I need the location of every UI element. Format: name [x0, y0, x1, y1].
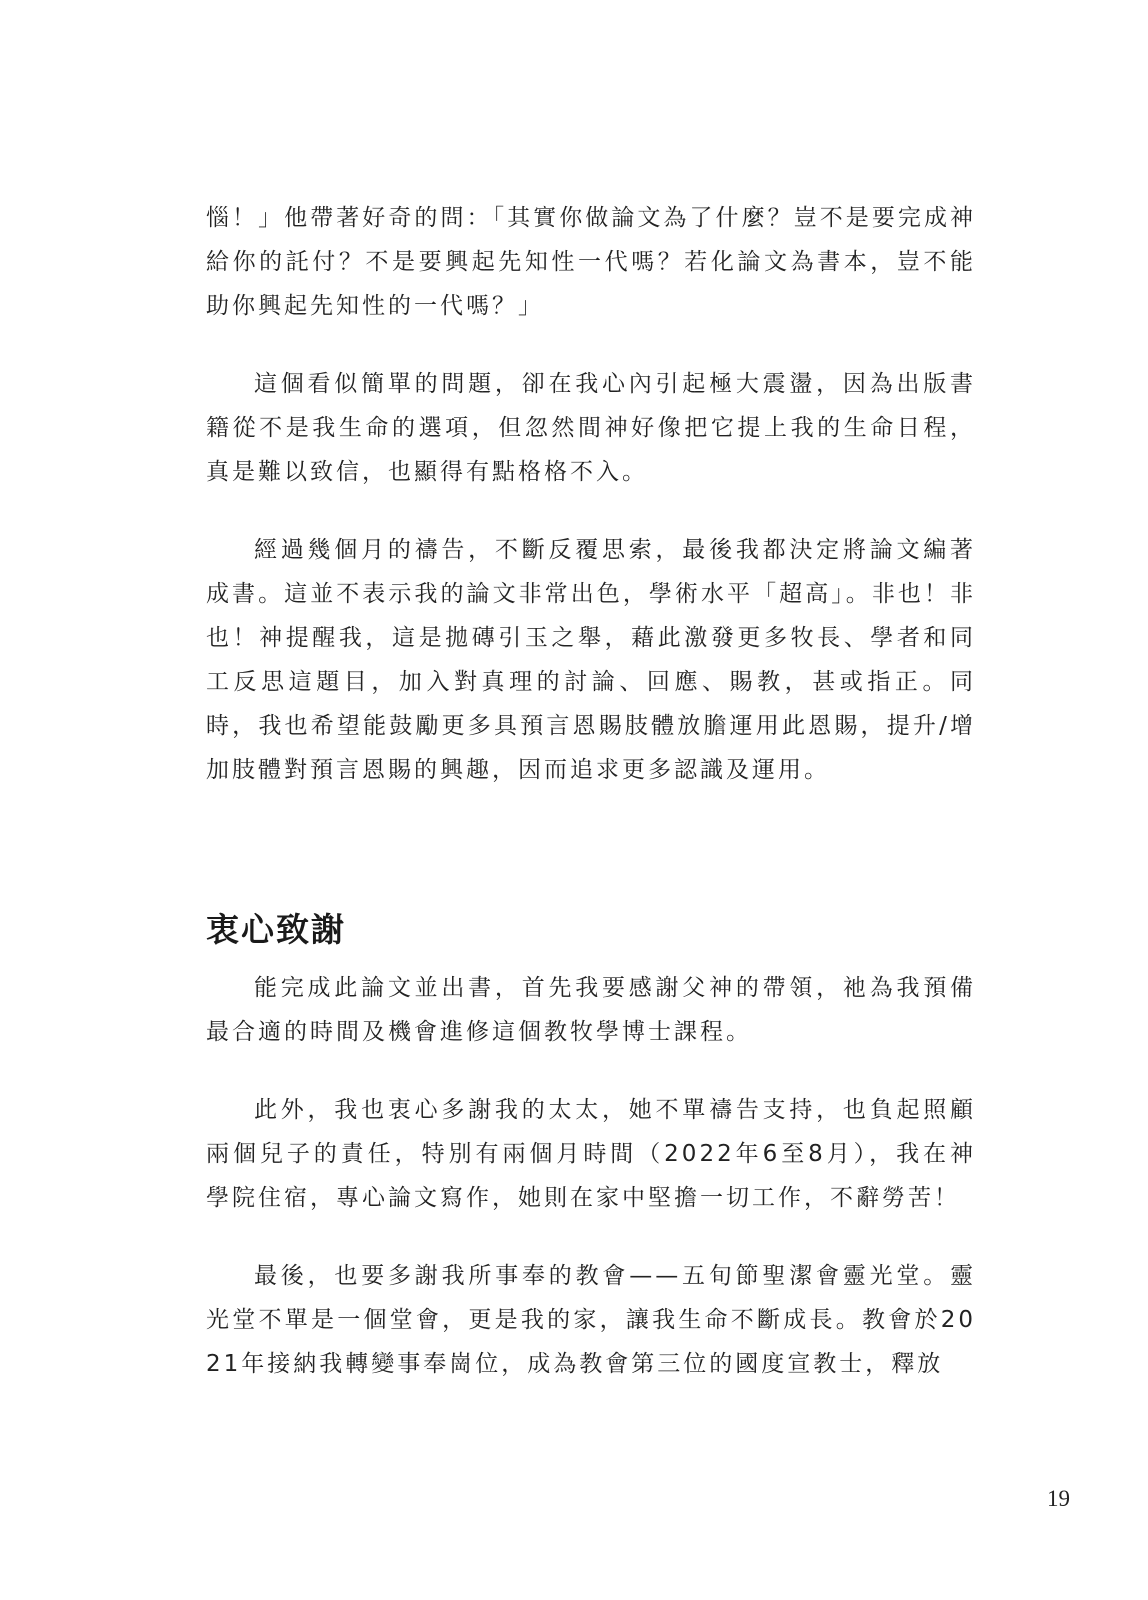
paragraph-thanks-wife: 此外，我也衷心多謝我的太太，她不單禱告支持，也負起照顧兩個兒子的責任，特別有兩個月時間（2022年6至8月），我在神學院住宿，專心論文寫作，她則在家中堅擔一切工作，不辭勞苦！ [206, 1097, 976, 1211]
paragraph-decision: 經過幾個月的禱告，不斷反覆思索，最後我都決定將論文編著成書。這並不表示我的論文非常出色，學術水平「超高」。非也！非也！神提醒我，這是拋磚引玉之舉，藉此激發更多牧長、學者和同工反思這題目，加入對真理的討論、回應、賜教，甚或指正。同時，我也希望能鼓勵更多具預言恩賜肢體放膽運用此恩賜，提升/增加肢體對預言恩賜的興趣，因而追求更多認識及運用。 [206, 537, 976, 783]
page-number: 19 [1047, 1486, 1070, 1511]
paragraph-question-impact: 這個看似簡單的問題，卻在我心內引起極大震盪，因為出版書籍從不是我生命的選項，但忽然間神好像把它提上我的生命日程，真是難以致信，也顯得有點格格不入。 [206, 371, 976, 485]
paragraph-thanks-god: 能完成此論文並出書，首先我要感謝父神的帶領，祂為我預備最合適的時間及機會進修這個教牧學博士課程。 [206, 975, 976, 1045]
paragraph-continuation: 惱！」他帶著好奇的問：「其實你做論文為了什麼？豈不是要完成神給你的託付？不是要興起先知性一代嗎？若化論文為書本，豈不能助你興起先知性的一代嗎？」 [206, 205, 976, 319]
paragraph-thanks-church: 最後，也要多謝我所事奉的教會——五旬節聖潔會靈光堂。靈光堂不單是一個堂會，更是我的家，讓我生命不斷成長。教會於2021年接納我轉變事奉崗位，成為教會第三位的國度宣教士，釋放 [206, 1263, 976, 1377]
section-heading: 衷心致謝 [206, 910, 346, 949]
